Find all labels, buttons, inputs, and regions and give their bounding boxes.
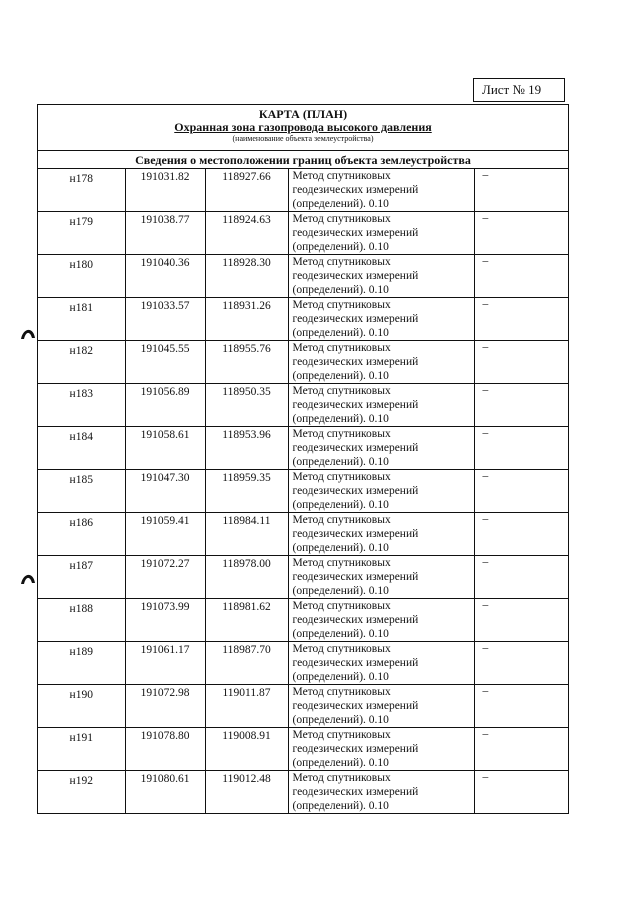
- method-text: геодезических измерений: [292, 528, 419, 540]
- table-row: [38, 642, 568, 685]
- point-name-text: н184: [69, 431, 93, 443]
- method-text: Метод спутниковых: [292, 514, 391, 526]
- coordinate-y-cell: [205, 556, 288, 599]
- notes-cell: [474, 470, 568, 513]
- coordinate-y-text: 119011.87: [222, 687, 271, 699]
- coordinate-y-text: 118981.62: [222, 601, 271, 613]
- method-text: (определений). 0.10: [292, 241, 389, 253]
- notes-cell: [474, 771, 568, 814]
- notes-cell: [474, 685, 568, 728]
- coordinate-x-text: 191078.80: [140, 730, 190, 742]
- method-text: геодезических измерений: [292, 356, 419, 368]
- point-name-cell: [38, 427, 125, 470]
- coordinate-x-cell: [125, 298, 205, 341]
- coordinate-x-cell: [125, 255, 205, 298]
- coordinate-y-cell: [205, 169, 288, 212]
- method-text: геодезических измерений: [292, 743, 419, 755]
- point-name-cell: [38, 728, 125, 771]
- boundary-document: [37, 104, 569, 814]
- coordinate-y-text: 118978.00: [222, 558, 271, 570]
- method-cell: [288, 685, 474, 728]
- coordinate-y-cell: [205, 599, 288, 642]
- method-text: Метод спутниковых: [292, 299, 391, 311]
- coordinate-y-text: 118928.30: [222, 257, 271, 269]
- coordinate-x-cell: [125, 771, 205, 814]
- coordinate-y-text: 118959.35: [222, 472, 271, 484]
- coordinate-x-text: 191072.27: [140, 558, 190, 570]
- coordinate-x-text: 191040.36: [140, 257, 190, 269]
- coordinate-x-text: 191072.98: [140, 687, 190, 699]
- coordinate-x-cell: [125, 341, 205, 384]
- coordinate-y-text: 118987.70: [222, 644, 271, 656]
- coordinate-x-text: 191056.89: [140, 386, 190, 398]
- coordinate-y-cell: [205, 470, 288, 513]
- point-name-text: н180: [69, 259, 93, 271]
- section-title: Сведения о местоположении границ объекта землеустройства: [38, 151, 568, 169]
- method-text: геодезических измерений: [292, 700, 419, 712]
- table-row: [38, 427, 568, 470]
- coordinate-y-text: 119012.48: [222, 773, 271, 785]
- notes-cell: [474, 169, 568, 212]
- point-name-text: н188: [69, 603, 93, 615]
- method-cell: [288, 298, 474, 341]
- document-title: КАРТА (ПЛАН): [258, 107, 348, 121]
- notes-text: –: [482, 685, 489, 697]
- coordinate-y-cell: [205, 298, 288, 341]
- method-cell: [288, 642, 474, 685]
- coordinate-x-cell: [125, 212, 205, 255]
- method-cell: [288, 599, 474, 642]
- point-name-text: н191: [69, 732, 93, 744]
- table-row: [38, 470, 568, 513]
- method-text: (определений). 0.10: [292, 456, 389, 468]
- notes-cell: [474, 556, 568, 599]
- coordinate-x-cell: [125, 685, 205, 728]
- method-text: (определений). 0.10: [292, 370, 389, 382]
- coordinate-x-cell: [125, 384, 205, 427]
- coordinate-y-text: 119008.91: [222, 730, 271, 742]
- table-row: [38, 384, 568, 427]
- coordinate-y-cell: [205, 728, 288, 771]
- point-name-cell: [38, 642, 125, 685]
- coordinate-y-cell: [205, 384, 288, 427]
- coordinate-x-text: 191031.82: [140, 171, 190, 183]
- notes-cell: [474, 298, 568, 341]
- coordinate-x-text: 191047.30: [140, 472, 190, 484]
- notes-text: –: [482, 169, 489, 181]
- point-name-text: н190: [69, 689, 93, 701]
- method-text: Метод спутниковых: [292, 385, 391, 397]
- method-text: Метод спутниковых: [292, 256, 391, 268]
- notes-text: –: [482, 298, 489, 310]
- method-text: Метод спутниковых: [292, 471, 391, 483]
- method-cell: [288, 384, 474, 427]
- notes-text: –: [482, 427, 489, 439]
- method-text: (определений). 0.10: [292, 327, 389, 339]
- method-cell: [288, 513, 474, 556]
- point-name-cell: [38, 685, 125, 728]
- method-text: Метод спутниковых: [292, 213, 391, 225]
- table-row: [38, 685, 568, 728]
- coordinate-x-text: 191058.61: [140, 429, 190, 441]
- scan-artifact-mark: [20, 571, 36, 585]
- method-text: (определений). 0.10: [292, 499, 389, 511]
- notes-cell: [474, 513, 568, 556]
- object-name-caption: (наименование объекта землеустройства): [232, 134, 374, 143]
- notes-cell: [474, 728, 568, 771]
- coordinate-y-text: 118931.26: [222, 300, 271, 312]
- method-cell: [288, 341, 474, 384]
- method-text: (определений). 0.10: [292, 542, 389, 554]
- point-name-cell: [38, 341, 125, 384]
- method-text: (определений). 0.10: [292, 198, 389, 210]
- coordinate-y-cell: [205, 255, 288, 298]
- method-text: (определений). 0.10: [292, 413, 389, 425]
- coordinate-x-cell: [125, 728, 205, 771]
- notes-text: –: [482, 728, 489, 740]
- notes-cell: [474, 599, 568, 642]
- table-row: [38, 599, 568, 642]
- point-name-cell: [38, 513, 125, 556]
- table-row: [38, 728, 568, 771]
- method-text: геодезических измерений: [292, 657, 419, 669]
- method-text: геодезических измерений: [292, 485, 419, 497]
- notes-cell: [474, 212, 568, 255]
- method-text: Метод спутниковых: [292, 686, 391, 698]
- coordinate-y-cell: [205, 212, 288, 255]
- coordinate-y-text: 118950.35: [222, 386, 271, 398]
- coordinate-x-cell: [125, 169, 205, 212]
- point-name-cell: [38, 212, 125, 255]
- object-name: Охранная зона газопровода высокого давления: [174, 120, 432, 134]
- coordinate-x-cell: [125, 599, 205, 642]
- table-row: [38, 771, 568, 814]
- point-name-cell: [38, 384, 125, 427]
- coordinate-y-cell: [205, 685, 288, 728]
- method-text: геодезических измерений: [292, 571, 419, 583]
- point-name-cell: [38, 556, 125, 599]
- coordinate-x-text: 191059.41: [140, 515, 190, 527]
- point-name-text: н186: [69, 517, 93, 529]
- coordinate-y-text: 118984.11: [222, 515, 271, 527]
- method-text: Метод спутниковых: [292, 729, 391, 741]
- notes-text: –: [482, 384, 489, 396]
- notes-text: –: [482, 470, 489, 482]
- method-text: геодезических измерений: [292, 227, 419, 239]
- method-text: Метод спутниковых: [292, 342, 391, 354]
- method-text: (определений). 0.10: [292, 714, 389, 726]
- point-name-text: н185: [69, 474, 93, 486]
- method-cell: [288, 212, 474, 255]
- method-text: (определений). 0.10: [292, 284, 389, 296]
- notes-text: –: [482, 599, 489, 611]
- coordinate-x-cell: [125, 513, 205, 556]
- method-cell: [288, 470, 474, 513]
- method-cell: [288, 771, 474, 814]
- table-row: [38, 212, 568, 255]
- notes-text: –: [482, 255, 489, 267]
- method-text: Метод спутниковых: [292, 600, 391, 612]
- point-name-cell: [38, 470, 125, 513]
- sheet-number: Лист № 19: [473, 78, 565, 102]
- table-row: [38, 169, 568, 212]
- coordinate-x-text: 191061.17: [140, 644, 190, 656]
- method-text: Метод спутниковых: [292, 772, 391, 784]
- method-text: геодезических измерений: [292, 399, 419, 411]
- coordinate-y-text: 118924.63: [222, 214, 271, 226]
- method-text: геодезических измерений: [292, 442, 419, 454]
- method-cell: [288, 255, 474, 298]
- coordinate-y-cell: [205, 771, 288, 814]
- coordinate-x-text: 191038.77: [140, 214, 190, 226]
- method-text: (определений). 0.10: [292, 757, 389, 769]
- method-text: Метод спутниковых: [292, 428, 391, 440]
- method-cell: [288, 427, 474, 470]
- notes-text: –: [482, 771, 489, 783]
- point-name-text: н181: [69, 302, 93, 314]
- coordinate-y-cell: [205, 341, 288, 384]
- method-text: Метод спутниковых: [292, 643, 391, 655]
- notes-text: –: [482, 556, 489, 568]
- coordinate-y-text: 118953.96: [222, 429, 271, 441]
- method-text: (определений). 0.10: [292, 585, 389, 597]
- point-name-cell: [38, 771, 125, 814]
- coordinate-x-text: 191080.61: [140, 773, 190, 785]
- point-name-text: н189: [69, 646, 93, 658]
- scan-artifact-mark: [20, 326, 36, 340]
- method-text: (определений). 0.10: [292, 800, 389, 812]
- boundary-points-table: [38, 169, 568, 813]
- point-name-text: н178: [69, 173, 93, 185]
- method-text: Метод спутниковых: [292, 557, 391, 569]
- notes-cell: [474, 255, 568, 298]
- point-name-text: н187: [69, 560, 93, 572]
- notes-text: –: [482, 513, 489, 525]
- coordinate-x-text: 191073.99: [140, 601, 190, 613]
- point-name-text: н179: [69, 216, 93, 228]
- coordinate-y-text: 118955.76: [222, 343, 271, 355]
- coordinate-y-text: 118927.66: [222, 171, 271, 183]
- table-row: [38, 513, 568, 556]
- notes-text: –: [482, 341, 489, 353]
- method-text: (определений). 0.10: [292, 671, 389, 683]
- coordinate-x-cell: [125, 642, 205, 685]
- method-text: геодезических измерений: [292, 184, 419, 196]
- method-text: Метод спутниковых: [292, 170, 391, 182]
- coordinate-x-text: 191033.57: [140, 300, 190, 312]
- notes-text: –: [482, 642, 489, 654]
- notes-text: –: [482, 212, 489, 224]
- document-header: [38, 105, 568, 151]
- point-name-text: н192: [69, 775, 93, 787]
- method-cell: [288, 169, 474, 212]
- point-name-cell: [38, 298, 125, 341]
- table-row: [38, 298, 568, 341]
- coordinate-y-cell: [205, 513, 288, 556]
- method-cell: [288, 556, 474, 599]
- coordinate-x-cell: [125, 470, 205, 513]
- notes-cell: [474, 642, 568, 685]
- method-text: (определений). 0.10: [292, 628, 389, 640]
- method-text: геодезических измерений: [292, 614, 419, 626]
- coordinate-x-cell: [125, 427, 205, 470]
- method-text: геодезических измерений: [292, 270, 419, 282]
- table-row: [38, 255, 568, 298]
- table-row: [38, 341, 568, 384]
- point-name-cell: [38, 255, 125, 298]
- point-name-cell: [38, 169, 125, 212]
- method-text: геодезических измерений: [292, 786, 419, 798]
- table-row: [38, 556, 568, 599]
- method-cell: [288, 728, 474, 771]
- point-name-cell: [38, 599, 125, 642]
- coordinate-y-cell: [205, 427, 288, 470]
- notes-cell: [474, 341, 568, 384]
- point-name-text: н183: [69, 388, 93, 400]
- method-text: геодезических измерений: [292, 313, 419, 325]
- notes-cell: [474, 384, 568, 427]
- coordinate-y-cell: [205, 642, 288, 685]
- notes-cell: [474, 427, 568, 470]
- coordinate-x-cell: [125, 556, 205, 599]
- coordinate-x-text: 191045.55: [140, 343, 190, 355]
- point-name-text: н182: [69, 345, 93, 357]
